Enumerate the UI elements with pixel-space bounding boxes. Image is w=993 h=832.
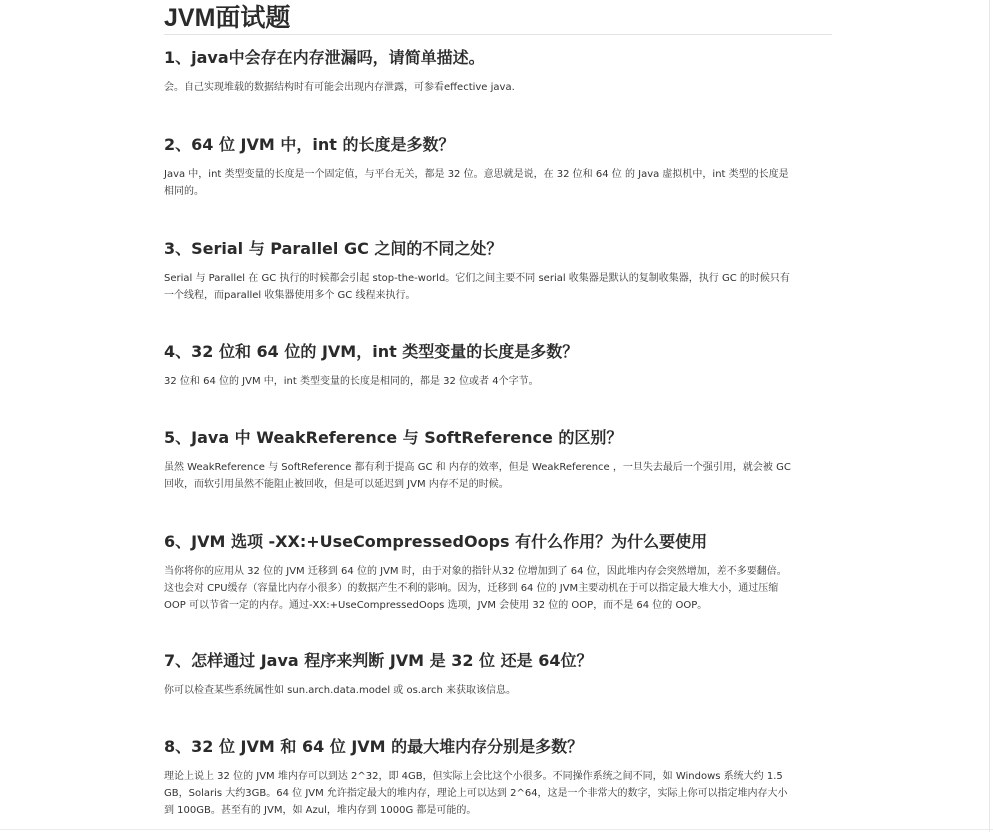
answer-line: 32 位和 64 位的 JVM 中，int 类型变量的长度是相同的，都是 32 位或者 4个字节。 [164, 376, 539, 387]
qa-item [164, 239, 832, 304]
question-heading: 7、怎样通过 Java 程序来判断 JVM 是 32 位 还是 64位？ [164, 651, 593, 670]
question-heading: 6、JVM 选项 -XX:+UseCompressedOops 有什么作用？为什么要使用 [164, 532, 708, 551]
document-title: JVM面试题 [164, 0, 832, 35]
qa-item [164, 737, 832, 819]
answer-line: 到 100GB。甚至有的 JVM，如 Azul，堆内存到 1000G 都是可能的。 [164, 805, 477, 816]
qa-item [164, 651, 832, 699]
answer-line: 相同的。 [164, 186, 204, 197]
qa-item [164, 48, 832, 96]
answer-line: 一个线程，而parallel 收集器使用多个 GC 线程来执行。 [164, 290, 416, 301]
qa-item [164, 532, 832, 614]
answer-line: 会。自己实现堆载的数据结构时有可能会出现内存泄露，可参看effective java. [164, 82, 515, 93]
answer-line: 理论上说上 32 位的 JVM 堆内存可以到达 2^32，即 4GB，但实际上会比这个小很多。不同操作系统之间不同，如 Windows 系统大约 1.5 [164, 771, 783, 782]
question-heading: 1、java中会存在内存泄漏吗，请简单描述。 [164, 48, 485, 67]
page-right-border [989, 0, 990, 832]
answer-line: 你可以检查某些系统属性如 sun.arch.data.model 或 os.arch 来获取该信息。 [164, 685, 517, 696]
answer-line: 当你将你的应用从 32 位的 JVM 迁移到 64 位的 JVM 时，由于对象的指针从32 位增加到了 64 位，因此堆内存会突然增加，差不多要翻倍。 [164, 566, 787, 577]
answer-line: OOP 可以节省一定的内存。通过-XX:+UseCompressedOops 选项，JVM 会使用 32 位的 OOP，而不是 64 位的 OOP。 [164, 600, 708, 611]
qa-item [164, 135, 832, 200]
answer-line: Serial 与 Parallel 在 GC 执行的时候都会引起 stop-the-world。它们之间主要不同 serial 收集器是默认的复制收集器，执行 GC 的时候只有 [164, 273, 790, 284]
qa-item [164, 428, 832, 493]
question-heading: 5、Java 中 WeakReference 与 SoftReference 的区别？ [164, 428, 623, 447]
question-heading: 4、32 位和 64 位的 JVM，int 类型变量的长度是多数？ [164, 342, 579, 361]
question-heading: 8、32 位 JVM 和 64 位 JVM 的最大堆内存分别是多数？ [164, 737, 584, 756]
answer-line: 虽然 WeakReference 与 SoftReference 都有利于提高 GC 和 内存的效率，但是 WeakReference ，一旦失去最后一个强引用，就会被 GC [164, 462, 791, 473]
document-content [164, 0, 832, 816]
answer-line: Java 中，int 类型变量的长度是一个固定值，与平台无关，都是 32 位。意思就是说，在 32 位和 64 位 的 Java 虚拟机中，int 类型的长度是 [164, 169, 789, 180]
page-bottom-border [0, 829, 993, 830]
answer-line: GB，Solaris 大约3GB。64 位 JVM 允许指定最大的堆内存，理论上可以达到 2^64，这是一个非常大的数字，实际上你可以指定堆内存大小 [164, 788, 788, 799]
question-heading: 2、64 位 JVM 中，int 的长度是多数？ [164, 135, 455, 154]
question-heading: 3、Serial 与 Parallel GC 之间的不同之处？ [164, 239, 503, 258]
answer-line: 回收，而软引用虽然不能阻止被回收，但是可以延迟到 JVM 内存不足的时候。 [164, 479, 509, 490]
qa-item [164, 342, 832, 390]
answer-line: 这也会对 CPU缓存（容量比内存小很多）的数据产生不利的影响。因为，迁移到 64 位的 JVM主要动机在于可以指定最大堆大小，通过压缩 [164, 583, 779, 594]
